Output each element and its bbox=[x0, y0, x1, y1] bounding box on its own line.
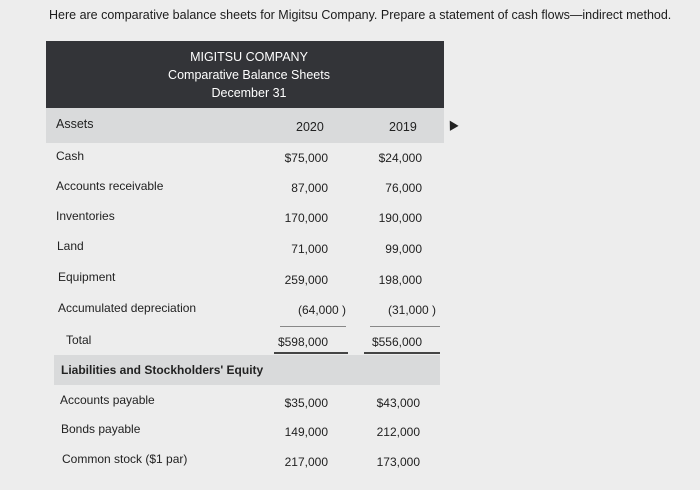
value-2020: 217,000 bbox=[284, 455, 328, 469]
value-2019: $43,000 bbox=[376, 396, 420, 410]
row-label: Inventories bbox=[56, 209, 115, 223]
row-label: Common stock ($1 par) bbox=[62, 452, 188, 466]
company-name: MIGITSU COMPANY bbox=[190, 50, 308, 64]
value-2019: (31,000 ) bbox=[387, 303, 436, 317]
value-2019: 76,000 bbox=[385, 181, 422, 195]
table-row bbox=[46, 392, 444, 422]
statement-date: December 31 bbox=[211, 86, 287, 100]
value-2020: 71,000 bbox=[291, 242, 328, 256]
value-2020: 170,000 bbox=[284, 211, 328, 225]
value-2020: $75,000 bbox=[284, 151, 328, 165]
value-2020: $598,000 bbox=[277, 335, 328, 349]
double-underline bbox=[274, 352, 348, 354]
row-label: Accounts receivable bbox=[56, 179, 164, 193]
value-2020: (64,000 ) bbox=[297, 303, 346, 317]
row-label: Accounts payable bbox=[60, 393, 155, 407]
table-row bbox=[46, 270, 444, 300]
table-row bbox=[46, 178, 444, 208]
row-label: Cash bbox=[56, 149, 85, 163]
table-title-block bbox=[46, 41, 444, 108]
table-row bbox=[46, 451, 444, 481]
table-row bbox=[46, 421, 444, 451]
value-2019: $24,000 bbox=[378, 151, 422, 165]
row-label: Accumulated depreciation bbox=[58, 301, 197, 315]
mouse-cursor-icon bbox=[445, 118, 458, 131]
row-label: Land bbox=[57, 239, 84, 253]
value-2019: 198,000 bbox=[378, 273, 422, 287]
statement-title: Comparative Balance Sheets bbox=[168, 68, 330, 82]
liabilities-section-header bbox=[54, 355, 440, 385]
table-row bbox=[46, 148, 444, 178]
value-2020: 149,000 bbox=[284, 425, 328, 439]
instruction-text: Here are comparative balance sheets for Migitsu Company. Prepare a statement of cash flows—indirect method. bbox=[49, 8, 672, 22]
underline bbox=[370, 326, 440, 327]
value-2019: $556,000 bbox=[371, 335, 422, 349]
value-2020: $35,000 bbox=[284, 396, 328, 410]
value-2019: 173,000 bbox=[376, 455, 420, 469]
row-label: Bonds payable bbox=[61, 422, 141, 436]
liabilities-heading: Liabilities and Stockholders' Equity bbox=[61, 363, 264, 377]
value-2019: 212,000 bbox=[376, 425, 420, 439]
underline bbox=[280, 326, 346, 327]
double-underline bbox=[364, 352, 440, 354]
year-2019-heading: 2019 bbox=[389, 120, 417, 134]
row-label: Equipment bbox=[58, 270, 116, 284]
row-label: Total bbox=[66, 333, 92, 347]
column-header-row bbox=[46, 108, 444, 143]
year-2020-heading: 2020 bbox=[296, 120, 324, 134]
table-row bbox=[46, 239, 444, 269]
value-2020: 259,000 bbox=[284, 273, 328, 287]
value-2019: 99,000 bbox=[385, 242, 422, 256]
assets-heading: Assets bbox=[56, 117, 94, 131]
table-row bbox=[46, 208, 444, 238]
value-2019: 190,000 bbox=[378, 211, 422, 225]
value-2020: 87,000 bbox=[291, 181, 328, 195]
